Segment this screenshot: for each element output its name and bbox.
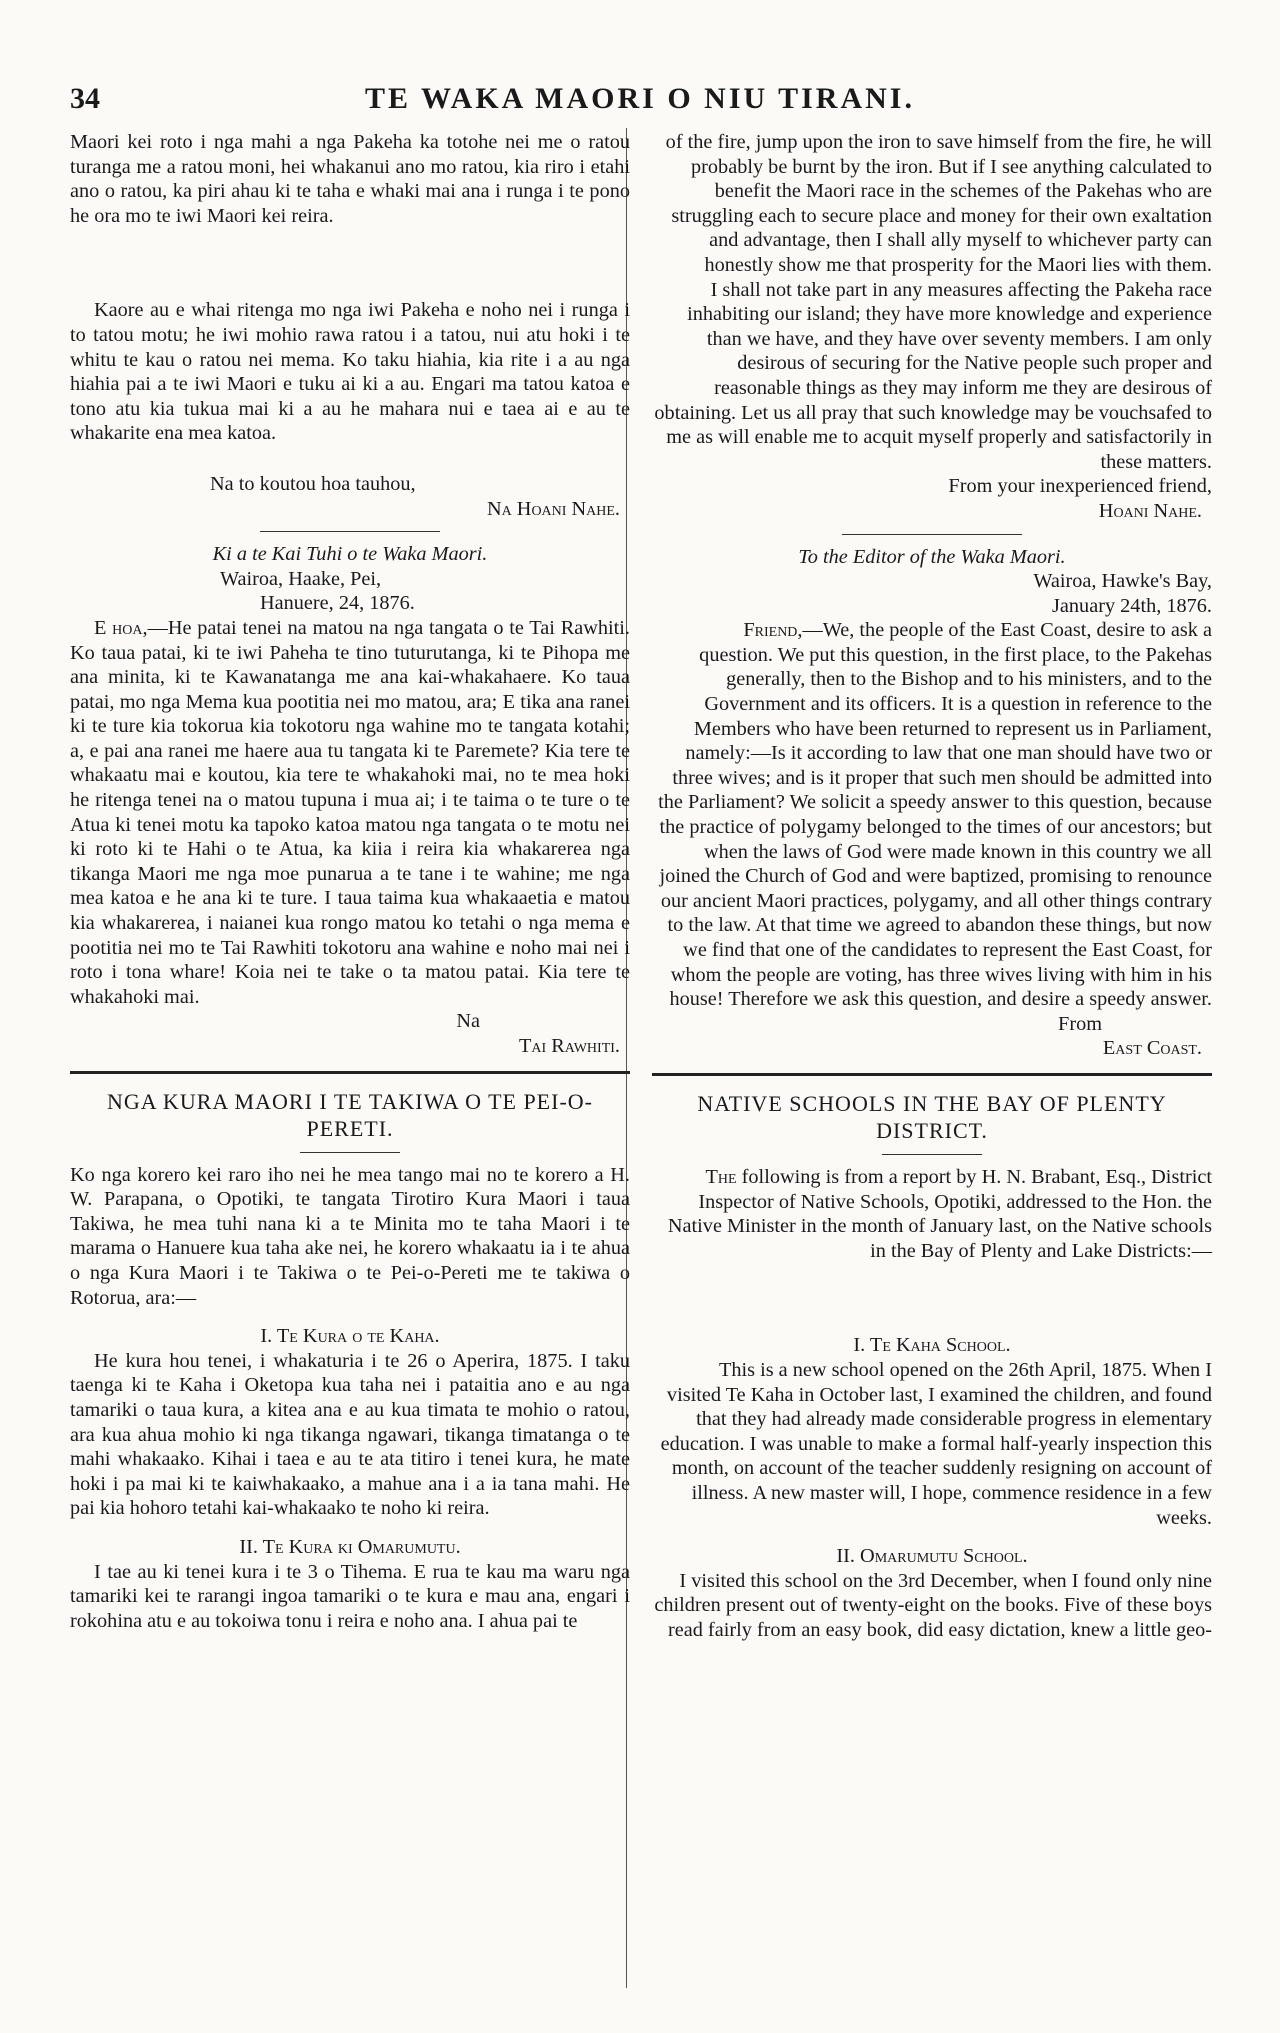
signature-closing: Na to koutou hoa tauhou, — [210, 472, 416, 495]
signature-closing: From your inexperienced friend, — [948, 475, 1212, 498]
signature-name: East Coast. — [1102, 1037, 1202, 1060]
separator-rule — [842, 534, 1022, 535]
section-rule — [70, 1071, 630, 1074]
school-body: He kura hou tenei, i whakaturia i te 26 o Aperira, 1875. I taku taenga ki te Kaha i Oketopa kua taha nei i pataitia ano e au nga tamariki o taua kura, a kitea ana e au kua timata te mohio o ratou, ara kua ahua mohio ki nga tikanga ngawari, tikanga timatanga o te mahi whakaako. Kihai i taea e au te ata titiro i tenei kura, he mate hoki i pa mai ki te kaiwhakaako, a mahue ana i a ia tana mahi. He pai kia hohoro tetahi kai-whakaako te noho ki reira. — [70, 1349, 630, 1520]
paragraph: Kaore au e whai ritenga mo nga iwi Pakeha e noho nei i runga i to tatou motu; he iwi mohio rawa ratou i a tatou, nui atu hoki i te whitu te kau o ratou nei mema. Ko taku hiahia, kia rite i a au nga hiahia pai a te iwi Maori e tuku ai ki a au. Engari ma tatou katoa e tono atu kia tukua mai ki a au he mahara nui e taea ai e au te whakarite ena mea katoa. — [70, 299, 630, 445]
school-heading: II. Omarumutu School. — [836, 1545, 1028, 1568]
signature-name: Tai Rawhiti. — [518, 1035, 620, 1057]
salutation: Friend, — [743, 619, 803, 642]
school-body: This is a new school opened on the 26th April, 1875. When I visited Te Kaha in October last, I examined the children, and found that they had already made considerable progress in elementary education. I was unable to make a formal half-yearly inspection this month, on account of the teacher suddenly resigning on account of illness. A new master will, I hope, commence residence in a few weeks. — [660, 1358, 1212, 1529]
letter-body — [652, 618, 1212, 1012]
section-title: NGA KURA MAORI I TE TAKIWA O TE PEI-O-PERETI. — [106, 1088, 593, 1141]
school-body: I tae au ki tenei kura i te 3 o Tihema. E rua te kau ma waru nga tamariki kei te rarangi ingoa tamariki o te kura e mau ana, engari i rokohina atu e au tokoiwa tonu i reira e noho ana. I ahua pai te — [70, 1560, 630, 1632]
paragraph: Maori kei roto i nga mahi a nga Pakeha ka totohe nei me o ratou turanga me a ratou moni, hei whakanui ano mo ratou, kia riro i etahi ano o ratou, ka piri ahau ki te taha e whaki mai ana i runga i te pono he ora mo te iwi Maori kei reira. — [70, 131, 630, 227]
intro-text: following is from a report by H. N. Brabant, Esq., District Inspector of Native Schools, Opotiki, addressed to the Hon. the Native Minister in the month of January last, on the Native schools in the Bay of Plenty and Lake Districts:— — [667, 1165, 1212, 1262]
letter-place: Wairoa, Hawke's Bay, — [1033, 570, 1212, 593]
right-column-english — [652, 130, 1212, 1642]
section-rule — [652, 1073, 1212, 1076]
section-intro: Ko nga korero kei raro iho nei he mea tango mai no te korero a H. W. Parapana, o Opotiki, te tangata Tirotiro Kura Maori i taua Takiwa, he mea tuhi nana ki a te Minita mo te taha Maori i te marama o Hanuere kua taha ake nei, he korero whakaatu ia i te ahua o nga Kura Maori i te Takiwa o te Pei-o-Pereti me te takiwa o Rotorua, ara:— — [70, 1163, 630, 1309]
paragraph: I shall not take part in any measures affecting the Pakeha race inhabiting our island; they have more knowledge and experience than we have, and they have over seventy members. I am only desirous of securing for the Native people such proper and reasonable things as they may inform me they are desirous of obtaining. Let us all pray that such knowledge may be vouchsafed to me as will enable me to acquit myself properly and satisfactorily in these matters. — [654, 278, 1212, 473]
signature-name: Na Hoani Nahe. — [486, 497, 620, 520]
signature-name: Hoani Nahe. — [1098, 499, 1202, 522]
school-heading: II. Te Kura ki Omarumutu. — [239, 1535, 461, 1558]
letter-body — [70, 616, 630, 1010]
salutation: E hoa, — [94, 616, 148, 639]
section-intro — [652, 1165, 1212, 1263]
separator-rule — [260, 531, 440, 532]
signature-from: From — [1058, 1012, 1102, 1035]
letter-heading: Ki a te Kai Tuhi o te Waka Maori. — [212, 543, 488, 566]
left-column-maori — [70, 130, 630, 1633]
intro-lead: The — [705, 1165, 737, 1188]
school-heading: I. Te Kaha School. — [853, 1334, 1011, 1357]
separator-rule — [300, 1152, 400, 1153]
school-heading: I. Te Kura o te Kaha. — [260, 1325, 440, 1348]
letter-body-text: —We, the people of the East Coast, desire to ask a question. We put this question, in the first place, to the Pakehas generally, then to the Bishop and to his ministers, and to the Government and its officers. It is a question in reference to the Members who have been returned to represent us in Parliament, namely:—Is it according to law that one man should have two or three wives; and is it proper that such men should be admitted into the Parliament? We solicit a speedy answer to this question, because the practice of polygamy belonged to the times of our ancestors; but when the laws of God were made known in this country we all joined the Church of God and were baptized, promising to renounce our ancient Maori practices, polygamy, and all other things contrary to the law. At that time we agreed to abandon these things, but now we find that one of the candidates to represent the East Coast, for whom the people are voting, has three wives living with him in his house! Therefore we ask this question, and desire a speedy answer. — [658, 619, 1212, 1011]
letter-date: Hanuere, 24, 1876. — [260, 592, 415, 615]
letter-body-text: —He patai tenei na matou na nga tangata o te Tai Rawhiti. Ko taua patai, ki te iwi Paheha te tino tuturutanga, ki te Pihopa me ana minita, ki te Kawanatanga me ana kai-whakahaere. Ko taua patai, mo nga Mema kua pootitia nei mo matou, ara; E tika ana ranei ki te ture kia tokorua kia tokotoru nga wahine mo te tangata kotahi; a, e pai ana ranei me haere aua tu tangata ki te Paremete? Kia tere te whakaatu mai e koutou, kia tere te whakahoki mai, no te mea hoki he ritenga tenei na o matou tupuna i mua ai; i te taima o te ture o te Atua ki tenei motu ka tapoko katoa matou nga tangata o te motu nei ki roto ki te Hahi o te Atua, ka kiia i reira kia whakarerea nga tikanga Maori me nga moe punarua a te tane i te wahine; me nga mea katoa e he ana ki te ture. I taua taima kua whakaaetia e matou kia whakarerea, i naianei kua rongo matou ko tetahi o nga mema e pootitia nei mo te Tai Rawhiti tokotoru ana wahine e noho mai nei i roto i tona whare! Koia nei te take o ta matou patai. Kia tere te whakahoki mai. — [70, 616, 630, 1008]
section-title: NATIVE SCHOOLS IN THE BAY OF PLENTY DISTRICT. — [697, 1090, 1167, 1143]
school-body: I visited this school on the 3rd December, when I found only nine children present out of twenty-eight on the books. Five of these boys read fairly from an easy book, did easy dictation, knew a little geo- — [654, 1569, 1212, 1641]
separator-rule — [882, 1154, 982, 1155]
signature-na: Na — [456, 1010, 480, 1033]
masthead-title: TE WAKA MAORI O NIU TIRANI. — [365, 82, 915, 115]
letter-heading: To the Editor of the Waka Maori. — [798, 545, 1066, 568]
letter-place: Wairoa, Haake, Pei, — [220, 567, 382, 590]
page-header — [70, 82, 1210, 122]
letter-date: January 24th, 1876. — [1052, 594, 1212, 617]
page-number: 34 — [70, 82, 100, 115]
paragraph: of the fire, jump upon the iron to save himself from the fire, he will probably be burnt by the iron. But if I see anything calculated to benefit the Maori race in the schemes of the Pakehas who are struggling each to secure place and money for their own exaltation and advantage, then I shall ally myself to whichever party can honestly show me that prosperity for the Maori lies with them. — [665, 131, 1212, 276]
